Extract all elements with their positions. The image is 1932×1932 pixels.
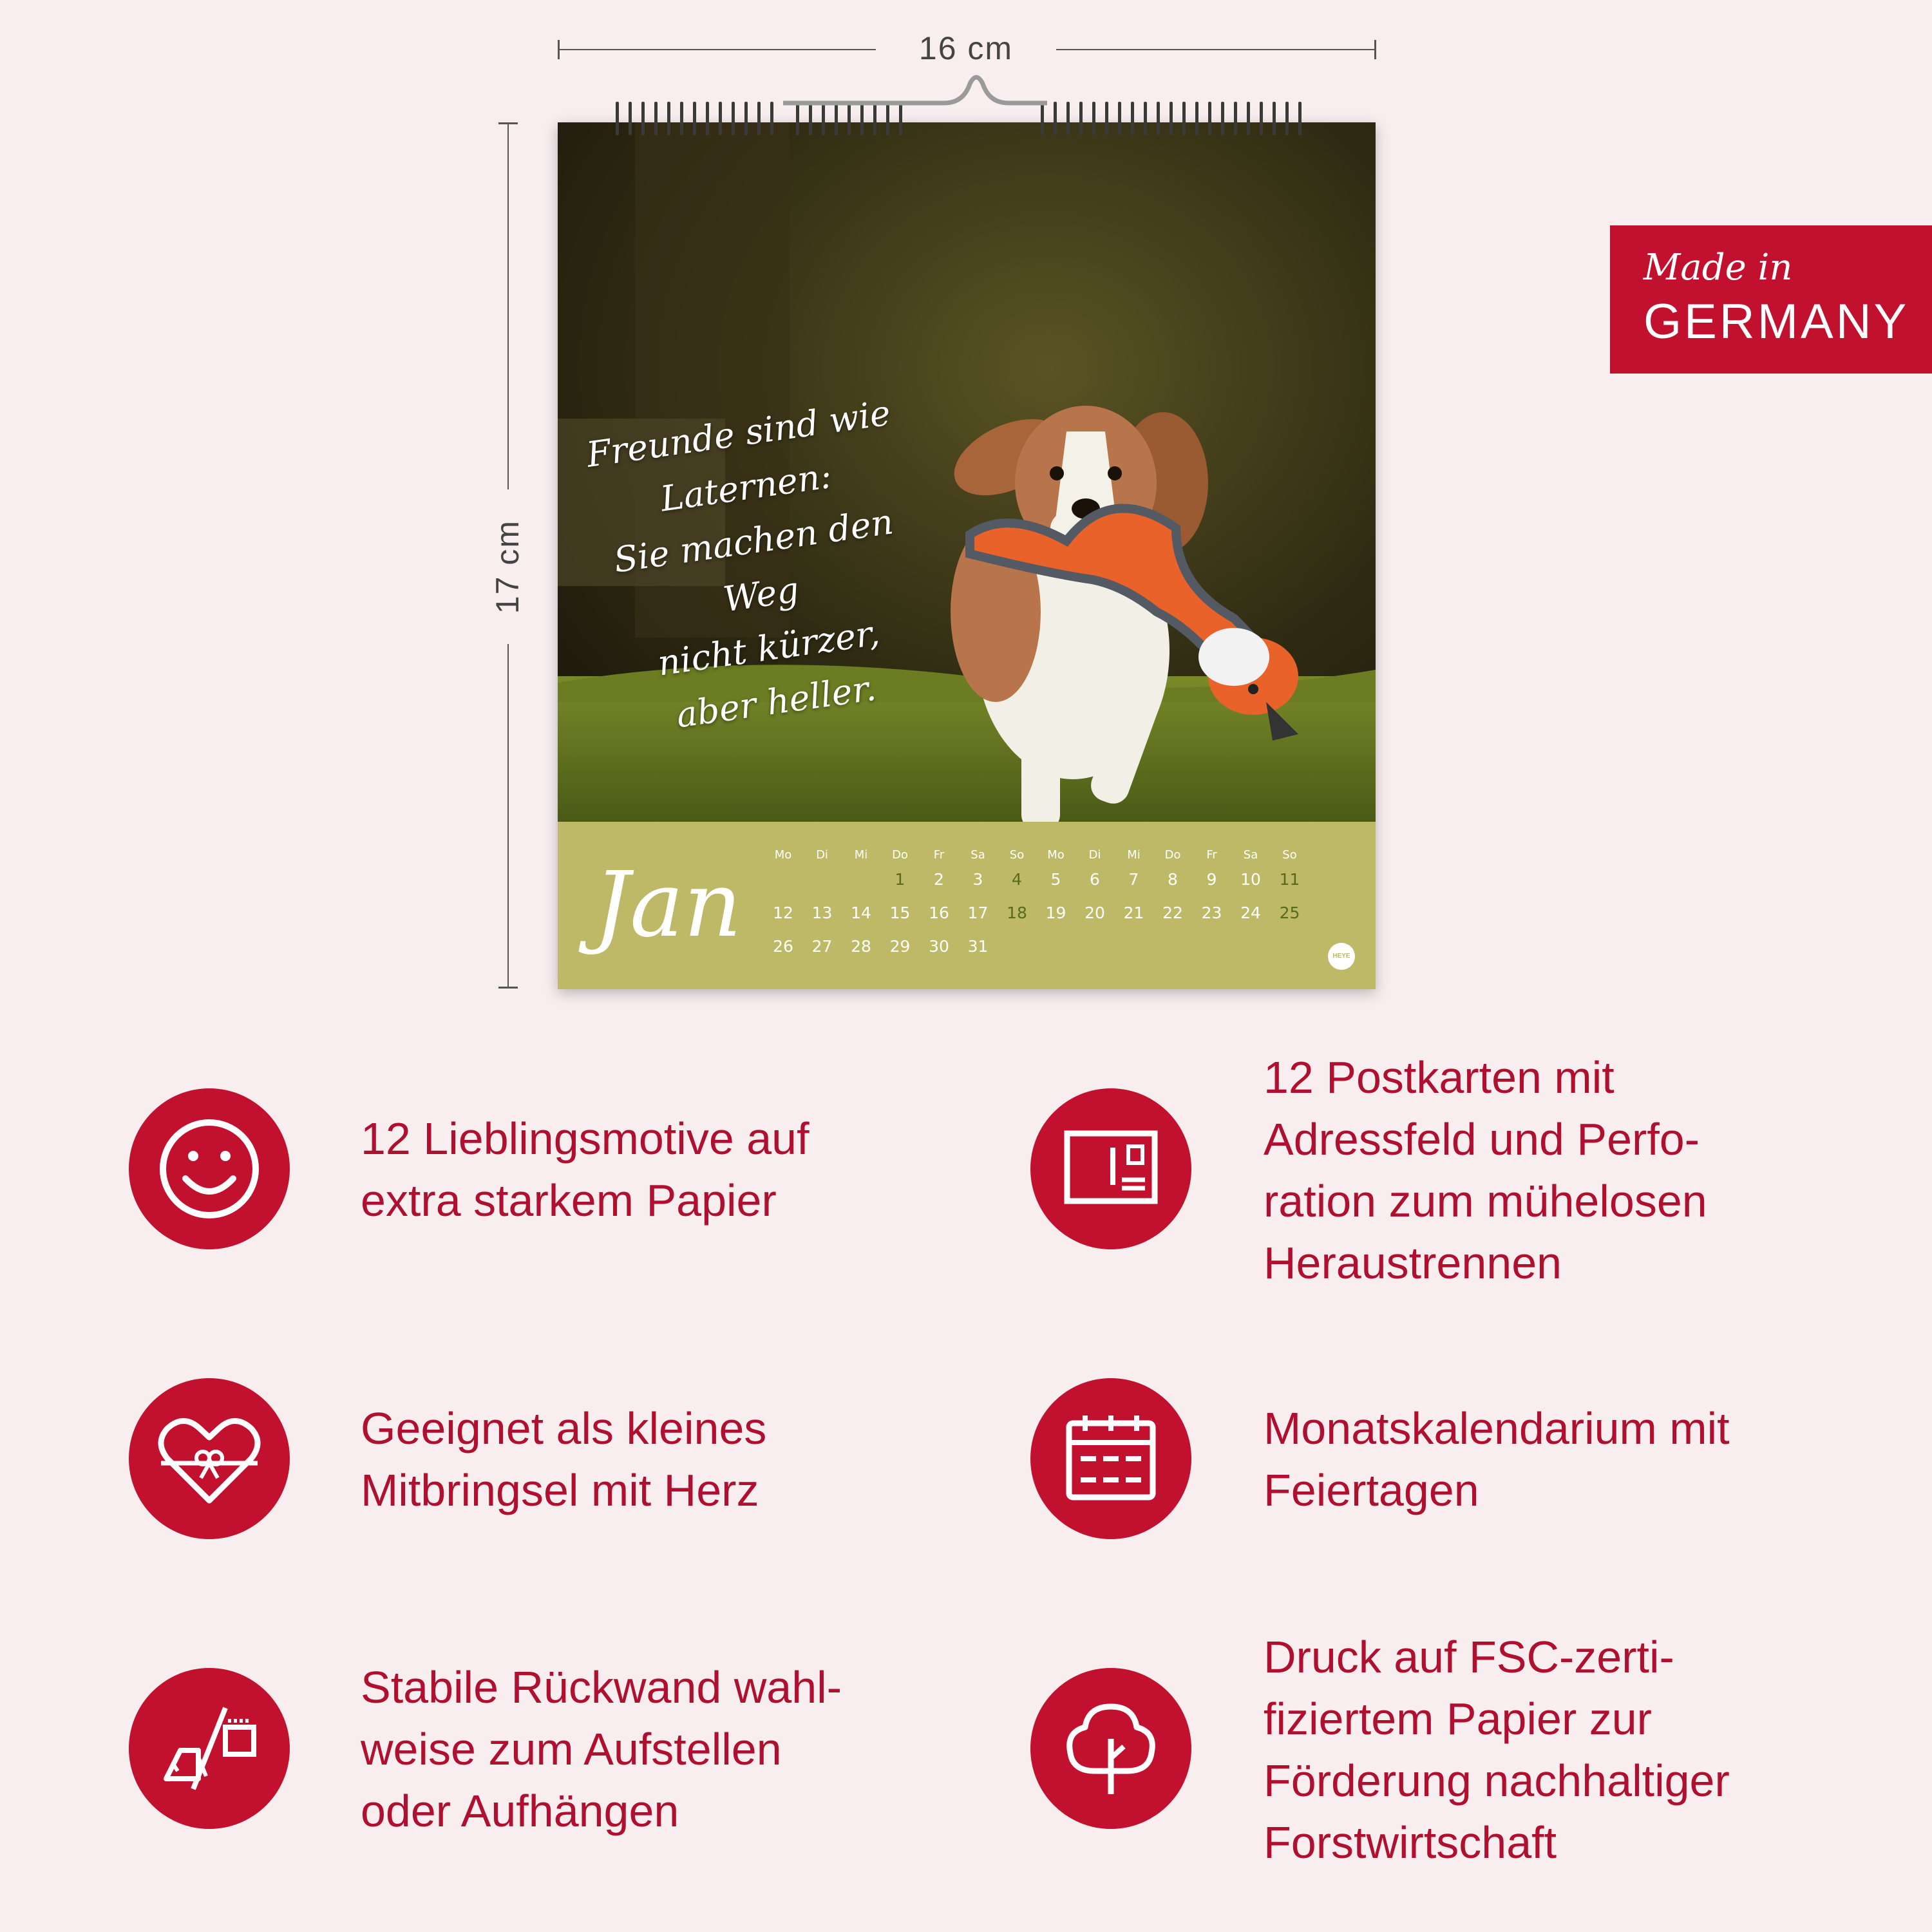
spiral-ring xyxy=(1092,102,1095,135)
calendar-photo xyxy=(558,122,1376,822)
feature-text-backboard xyxy=(361,1656,927,1842)
tree-icon xyxy=(1030,1668,1191,1829)
feature-line: ration zum mühelosen xyxy=(1264,1176,1707,1226)
weekday-header: Mi xyxy=(854,848,868,862)
calendar-day: 18 xyxy=(1007,904,1027,922)
weekday-header: Mo xyxy=(774,848,792,862)
feature-line: Heraustrennen xyxy=(1264,1238,1562,1288)
quote-line-2: Sie machen den Weg xyxy=(611,501,896,620)
calendar-day: 31 xyxy=(967,937,989,956)
calendar-day: 30 xyxy=(929,937,949,956)
spiral-ring xyxy=(1066,102,1070,135)
calendar-day: 12 xyxy=(773,904,793,922)
height-dimension-label-box xyxy=(443,489,572,644)
spiral-ring xyxy=(1195,102,1198,135)
feature-line: weise zum Aufstellen xyxy=(361,1724,782,1774)
spiral-ring xyxy=(1234,102,1237,135)
calendar-day: 7 xyxy=(1128,870,1139,889)
spiral-ring xyxy=(1260,102,1263,135)
feature-text-motifs xyxy=(361,1108,927,1231)
spiral-ring xyxy=(693,102,696,135)
feature-text-gift xyxy=(361,1397,927,1521)
feature-line: Mitbringsel mit Herz xyxy=(361,1465,759,1515)
spiral-ring xyxy=(1054,102,1057,135)
calendar-day: 16 xyxy=(929,904,949,922)
calendar-icon xyxy=(1030,1378,1191,1539)
spiral-ring xyxy=(886,102,889,135)
spiral-ring xyxy=(899,102,902,135)
calendar-day: 14 xyxy=(851,904,871,922)
feature-line: Druck auf FSC-zerti- xyxy=(1264,1632,1674,1682)
postcard-icon xyxy=(1030,1088,1191,1249)
badge-made-in: Made in xyxy=(1643,247,1793,289)
wall-calendar xyxy=(558,122,1376,989)
feature-line: Monatskalendarium mit xyxy=(1264,1403,1730,1454)
width-dimension-label: 16 cm xyxy=(876,26,1056,71)
weekday-header: Mo xyxy=(1047,848,1065,862)
weekday-header: Sa xyxy=(1243,848,1258,862)
publisher-logo: HEYE xyxy=(1328,943,1355,970)
calendar-day: 23 xyxy=(1201,904,1222,922)
weekday-header: Sa xyxy=(971,848,985,862)
heart-gift-icon xyxy=(129,1378,290,1539)
calendar-day: 5 xyxy=(1050,870,1061,889)
spiral-ring xyxy=(616,102,619,135)
feature-line: 12 Lieblingsmotive auf xyxy=(361,1113,810,1164)
calendar-day: 11 xyxy=(1279,870,1300,889)
weekday-header: Fr xyxy=(1206,848,1217,862)
width-dimension-cap-left xyxy=(558,40,560,59)
spiral-ring xyxy=(641,102,645,135)
calendar-day: 17 xyxy=(967,904,989,922)
feature-line: Forstwirtschaft xyxy=(1264,1817,1557,1868)
weekday-header: Di xyxy=(816,848,828,862)
calendar-day: 19 xyxy=(1045,904,1066,922)
calendar-day: 4 xyxy=(1012,870,1022,889)
calendar-day: 2 xyxy=(934,870,944,889)
spiral-ring xyxy=(757,102,761,135)
feature-line: extra starkem Papier xyxy=(361,1175,777,1226)
spiral-ring xyxy=(706,102,709,135)
quote-line-1: Freunde sind wie Laternen: xyxy=(583,392,893,520)
weekday-header: Mi xyxy=(1127,848,1141,862)
stand-hang-icon xyxy=(129,1668,290,1829)
spiral-ring xyxy=(1079,102,1083,135)
quote-line-4: aber heller. xyxy=(674,667,879,736)
feature-line: Stabile Rückwand wahl- xyxy=(361,1662,842,1712)
calendar-day: 9 xyxy=(1206,870,1217,889)
weekday-header: Di xyxy=(1088,848,1101,862)
spiral-binding xyxy=(558,64,1376,135)
made-in-germany-badge xyxy=(1610,225,1932,374)
spiral-ring xyxy=(770,102,773,135)
feature-line: Förderung nachhaltiger xyxy=(1264,1756,1730,1806)
spiral-ring xyxy=(667,102,670,135)
spiral-ring xyxy=(654,102,658,135)
weekday-header: Do xyxy=(1164,848,1181,862)
spiral-ring xyxy=(1247,102,1250,135)
spiral-ring xyxy=(1157,102,1160,135)
spiral-ring xyxy=(719,102,722,135)
spiral-ring xyxy=(1298,102,1302,135)
spiral-ring xyxy=(629,102,632,135)
calendar-day: 28 xyxy=(851,937,871,956)
weekday-header: So xyxy=(1282,848,1297,862)
calendar-day: 29 xyxy=(889,937,911,956)
height-dimension-cap-top xyxy=(498,122,518,124)
spiral-ring xyxy=(822,102,825,135)
feature-line: Feiertagen xyxy=(1264,1465,1479,1515)
height-dimension-cap-bottom xyxy=(498,987,518,989)
spiral-ring xyxy=(1221,102,1224,135)
height-dimension-label: 17 cm xyxy=(489,519,526,614)
calendar-day: 3 xyxy=(972,870,983,889)
badge-country: GERMANY xyxy=(1643,294,1909,349)
spiral-ring xyxy=(1131,102,1134,135)
calendar-day: 15 xyxy=(889,904,911,922)
calendar-day: 26 xyxy=(773,937,793,956)
month-label: Jan xyxy=(594,853,742,958)
calendar-day: 13 xyxy=(811,904,833,922)
spiral-ring xyxy=(848,102,851,135)
calendar-date-band xyxy=(558,822,1376,989)
spiral-ring xyxy=(860,102,864,135)
feature-line: Geeignet als kleines xyxy=(361,1403,767,1454)
spiral-ring xyxy=(680,102,683,135)
feature-line: fiziertem Papier zur xyxy=(1264,1694,1652,1744)
spiral-ring xyxy=(732,102,735,135)
spiral-ring xyxy=(1170,102,1173,135)
spiral-ring xyxy=(1041,102,1044,135)
spiral-ring xyxy=(873,102,876,135)
smiley-icon xyxy=(129,1088,290,1249)
hanging-hook xyxy=(783,77,1047,103)
calendar-quote xyxy=(558,382,958,753)
calendar-day: 24 xyxy=(1240,904,1261,922)
calendar-day: 1 xyxy=(895,870,905,889)
spiral-ring xyxy=(1144,102,1147,135)
spiral-ring xyxy=(835,102,838,135)
calendar-day: 22 xyxy=(1162,904,1183,922)
calendar-day: 6 xyxy=(1090,870,1100,889)
spiral-ring xyxy=(1118,102,1121,135)
feature-text-postcards xyxy=(1264,1046,1830,1294)
spiral-ring xyxy=(1182,102,1186,135)
spiral-ring xyxy=(796,102,799,135)
feature-line: Adressfeld und Perfo- xyxy=(1264,1114,1700,1164)
calendar-day: 21 xyxy=(1123,904,1144,922)
feature-line: 12 Postkarten mit xyxy=(1264,1052,1615,1103)
spiral-ring xyxy=(744,102,748,135)
spiral-ring xyxy=(1208,102,1211,135)
calendar-day: 8 xyxy=(1168,870,1178,889)
calendar-day: 25 xyxy=(1279,904,1300,922)
weekday-header: So xyxy=(1009,848,1025,862)
feature-text-fsc xyxy=(1264,1626,1830,1873)
weekday-header: Fr xyxy=(933,848,945,862)
spiral-ring xyxy=(809,102,812,135)
spiral-ring xyxy=(1273,102,1276,135)
spiral-ring xyxy=(1105,102,1108,135)
weekday-header: Do xyxy=(892,848,908,862)
feature-line: oder Aufhängen xyxy=(361,1786,679,1836)
feature-text-calendar xyxy=(1264,1397,1830,1521)
calendar-day: 10 xyxy=(1240,870,1261,889)
quote-line-3: nicht kürzer, xyxy=(655,612,882,684)
width-dimension-cap-right xyxy=(1374,40,1376,59)
calendar-day: 27 xyxy=(811,937,833,956)
spiral-ring xyxy=(1285,102,1289,135)
calendar-day: 20 xyxy=(1084,904,1105,922)
